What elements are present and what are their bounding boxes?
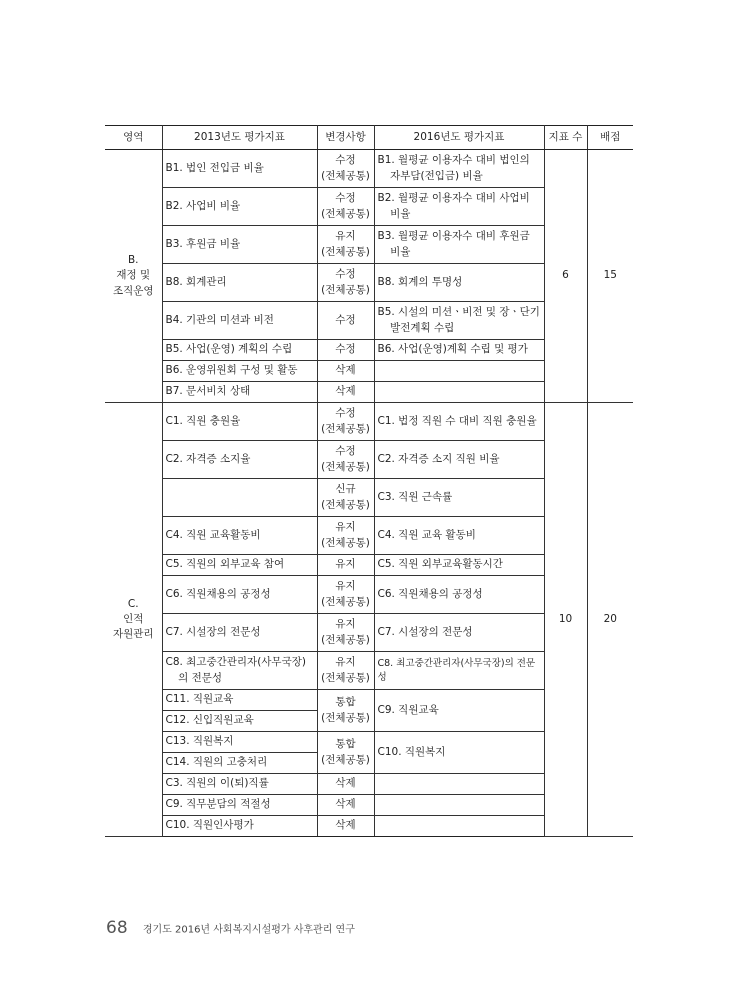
new-index: C2. 자격증 소지 직원 비율 <box>377 452 500 465</box>
change-status: 삭제 <box>317 795 374 816</box>
old-index: B5. 사업(운영) 계획의 수립 <box>162 340 317 361</box>
change-status: 수정 (전체공통) <box>317 150 374 188</box>
old-index: B4. 기관의 미션과 비전 <box>162 302 317 340</box>
old-index: C9. 직무분담의 적절성 <box>162 795 317 816</box>
page-number: 68 <box>106 918 128 938</box>
area-b: B. 재정 및 조직운영 <box>105 150 162 403</box>
change-status: 신규 (전체공통) <box>317 479 374 517</box>
old-index: C8. 최고중간관리자(사무국장)의 전문성 <box>165 656 306 684</box>
change-status: 수정 (전체공통) <box>317 441 374 479</box>
old-index <box>162 479 317 517</box>
old-index: B2. 사업비 비율 <box>162 188 317 226</box>
old-index: C6. 직원채용의 공정성 <box>162 576 317 614</box>
table-row <box>105 403 633 441</box>
old-index: C5. 직원의 외부교육 참여 <box>162 555 317 576</box>
old-index: C12. 신입직원교육 <box>162 711 317 732</box>
old-index: C14. 직원의 고충처리 <box>162 753 317 774</box>
new-index: B5. 시설의 미션ㆍ비전 및 장ㆍ단기 발전계획 수립 <box>377 306 540 334</box>
score-b: 15 <box>587 150 633 403</box>
footer-title: 경기도 2016년 사회복지시설평가 사후관리 연구 <box>142 924 355 936</box>
old-index: C3. 직원의 이(퇴)직률 <box>162 774 317 795</box>
change-status: 유지 (전체공통) <box>317 614 374 652</box>
new-index <box>374 816 544 837</box>
change-status: 수정 <box>317 340 374 361</box>
new-index <box>374 795 544 816</box>
old-index: C1. 직원 충원율 <box>162 403 317 441</box>
new-index <box>374 361 544 382</box>
old-index: B8. 회계관리 <box>162 264 317 302</box>
new-index: C6. 직원채용의 공정성 <box>377 587 483 600</box>
evaluation-index-table <box>105 125 633 837</box>
change-status: 삭제 <box>317 361 374 382</box>
change-status: 수정 (전체공통) <box>317 403 374 441</box>
change-status: 유지 (전체공통) <box>317 652 374 690</box>
header-index-count: 지표 수 <box>544 126 587 150</box>
new-index: C10. 직원복지 <box>374 732 544 774</box>
change-status: 통합 (전체공통) <box>317 732 374 774</box>
old-index: C7. 시설장의 전문성 <box>162 614 317 652</box>
new-index: C8. 최고중간관리자(사무국장)의 전문성 <box>374 652 544 690</box>
new-index: C3. 직원 근속률 <box>377 490 453 503</box>
old-index: C2. 자격증 소지율 <box>162 441 317 479</box>
index-count-b: 6 <box>544 150 587 403</box>
change-status: 유지 (전체공통) <box>317 576 374 614</box>
old-index: C4. 직원 교육활동비 <box>162 517 317 555</box>
header-2013-index: 2013년도 평가지표 <box>162 126 317 150</box>
table-row <box>105 150 633 188</box>
new-index: B2. 월평균 이용자수 대비 사업비 비율 <box>377 192 530 220</box>
change-status: 유지 <box>317 555 374 576</box>
new-index <box>374 382 544 403</box>
index-count-c: 10 <box>544 403 587 837</box>
new-index: C7. 시설장의 전문성 <box>377 625 473 638</box>
new-index <box>374 774 544 795</box>
new-index: B6. 사업(운영)계획 수립 및 평가 <box>374 340 544 361</box>
page-footer <box>106 918 355 938</box>
old-index: B7. 문서비치 상태 <box>162 382 317 403</box>
change-status: 유지 (전체공통) <box>317 517 374 555</box>
header-score: 배점 <box>587 126 633 150</box>
new-index: B1. 월평균 이용자수 대비 법인의 자부담(전입금) 비율 <box>377 154 530 182</box>
old-index: C11. 직원교육 <box>162 690 317 711</box>
change-status: 통합 (전체공통) <box>317 690 374 732</box>
change-status: 수정 <box>317 302 374 340</box>
header-change: 변경사항 <box>317 126 374 150</box>
change-status: 삭제 <box>317 382 374 403</box>
old-index: B3. 후원금 비율 <box>162 226 317 264</box>
change-status: 수정 (전체공통) <box>317 188 374 226</box>
area-c: C. 인적 자원관리 <box>105 403 162 837</box>
new-index: C5. 직원 외부교육활동시간 <box>374 555 544 576</box>
old-index: B1. 법인 전입금 비율 <box>162 150 317 188</box>
table-header-row <box>105 126 633 150</box>
score-c: 20 <box>587 403 633 837</box>
new-index: C1. 법정 직원 수 대비 직원 충원율 <box>377 414 537 427</box>
change-status: 삭제 <box>317 774 374 795</box>
header-2016-index: 2016년도 평가지표 <box>374 126 544 150</box>
old-index: C10. 직원인사평가 <box>162 816 317 837</box>
new-index: B3. 월평균 이용자수 대비 후원금 비율 <box>377 230 530 258</box>
change-status: 삭제 <box>317 816 374 837</box>
old-index: B6. 운영위원회 구성 및 활동 <box>162 361 317 382</box>
new-index: C4. 직원 교육 활동비 <box>377 528 476 541</box>
change-status: 유지 (전체공통) <box>317 226 374 264</box>
change-status: 수정 (전체공통) <box>317 264 374 302</box>
new-index: C9. 직원교육 <box>374 690 544 732</box>
old-index: C13. 직원복지 <box>162 732 317 753</box>
new-index: B8. 회계의 투명성 <box>377 275 463 288</box>
header-area: 영역 <box>105 126 162 150</box>
